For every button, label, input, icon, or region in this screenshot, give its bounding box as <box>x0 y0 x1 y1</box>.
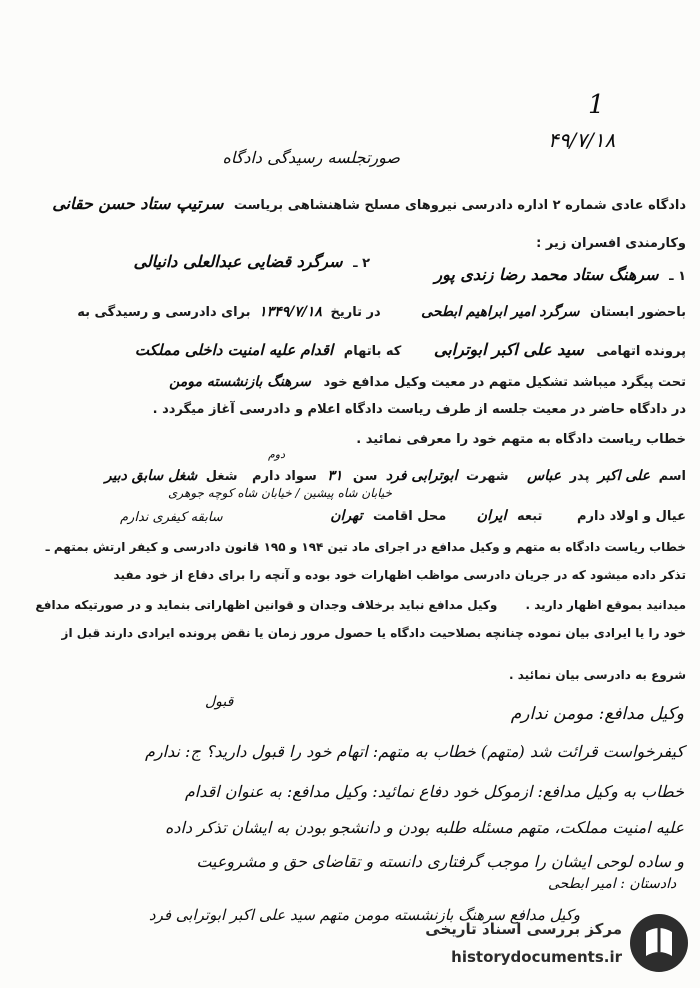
address: خیابان شاه پیشین / خیابان شاه کوچه جوهری <box>168 486 392 500</box>
president-address: خطاب ریاست دادگاه به متهم خود را معرفی نمائید . <box>356 432 686 447</box>
family-label: عیال و اولاد دارم <box>576 509 686 524</box>
name-label: اسم <box>658 469 686 484</box>
father-name: عباس <box>527 468 562 484</box>
defender-name: سرهنگ بازنشسته مومن <box>169 374 311 390</box>
member-1 <box>434 265 686 284</box>
case-label: پرونده اتهامی <box>596 344 686 359</box>
court-line-text: دادگاه عادی شماره ۲ اداره دادرسی نیروهای مسلح شاهنشاهی بریاست <box>233 198 686 213</box>
document-date: ۴۹/۷/۱۸ <box>548 128 616 152</box>
member-1-name: سرهنگ ستاد محمد رضا زندی پور <box>434 265 659 284</box>
occupation-label: شغل <box>205 469 238 484</box>
handwritten-line-e: و ساده لوحی ایشان را موجب گرفتاری دانسته و تقاضای حق و مشروعیت <box>196 852 684 871</box>
formed-line <box>169 374 686 390</box>
nationality-label: تبعه <box>517 509 543 524</box>
handwritten-line-b: کیفرخواست قرائت شد (متهم) خطاب به متهم: اتهام خود را قبول دارید؟ ج: ندارم <box>145 742 684 761</box>
court-line <box>52 194 686 213</box>
members-label: وکارمندی افسران زیر : <box>536 236 686 251</box>
formed-text: تحت پیگرد میباشد تشکیل متهم در معیت وکیل مدافع خود <box>323 375 686 390</box>
trial-date: ۱۳۴۹/۷/۱۸ <box>259 304 322 320</box>
watermark-title: مرکز بررسی اسناد تاریخی <box>425 920 622 938</box>
first-name: علی اکبر <box>597 468 651 484</box>
handwritten-subject: صورتجلسه رسیدگی دادگاه <box>222 148 400 167</box>
charge-label: که باتهام <box>343 344 402 359</box>
handwritten-line-a: وکیل مدافع: مومن ندارم <box>510 704 684 724</box>
start-line: شروع به دادرسی بیان نمائید . <box>509 668 686 682</box>
family-line <box>330 508 686 524</box>
date-label-2: برای دادرسی و رسیدگی به <box>77 305 251 320</box>
date-label: در تاریخ <box>330 305 381 320</box>
remind-line: تذکر داده میشود که در جریان دادرسی مواظب اظهارات خود بوده و آنچه را برای دفاع از خود مفید <box>113 568 686 582</box>
case-line <box>135 340 686 359</box>
note-top: دوم <box>268 448 286 461</box>
member-2-index: ۲ ـ <box>353 256 370 271</box>
member-2-name: سرگرد قضایی عبدالعلی دانیالی <box>133 252 343 271</box>
residence: تهران <box>330 508 363 524</box>
attendance-label: باحضور ابستان <box>590 305 686 320</box>
president-to-both: خطاب ریاست دادگاه به متهم و وکیل مدافع در اجرای ماد تین ۱۹۴ و ۱۹۵ قانون دادرسی و کیفر ارتش بمتهم ـ <box>45 540 686 554</box>
surname-label: شهرت <box>466 469 509 484</box>
watermark-url: historydocuments.ir <box>451 948 622 966</box>
attendance-line <box>77 304 686 320</box>
handwritten-line-f: وکیل مدافع سرهنگ بازنشسته مومن متهم سید علی اکبر ابوترابی فرد <box>148 906 580 924</box>
residence-label: محل اقامت <box>373 509 447 524</box>
handwritten-line-c: خطاب به وکیل مدافع: ازموکل خود دفاع نمائید: وکیل مدافع: به عنوان اقدام <box>184 782 684 801</box>
age: ۳۱ <box>327 468 343 484</box>
prosecutor-name: سرگرد امیر ابراهیم ابطحی <box>421 304 580 320</box>
opening-line: در دادگاه حاضر در معیت جلسه از طرف ریاست دادگاه اعلام و دادرسی آغاز میگردد . <box>152 402 686 417</box>
identity-line <box>105 468 686 484</box>
handwritten-line-d: علیه امنیت مملکت، متهم مسئله طلبه بودن و دانشجو بودن به ایشان تذکر داده <box>165 818 684 837</box>
know-text-2: وکیل مدافع نباید برخلاف وجدان و قوانین اظهاراتی بنماید و در صورتیکه مدافع <box>35 598 498 612</box>
court-head: سرتیپ ستاد حسن حقانی <box>52 194 224 213</box>
age-label: سن <box>352 469 378 484</box>
accused-name: سید علی اکبر ابوترابی <box>433 340 584 359</box>
father-label: پدر <box>569 469 590 484</box>
archive-watermark <box>392 906 692 984</box>
prosecutor-signature: دادستان : امیر ابطحی <box>548 876 677 892</box>
charge: اقدام علیه امنیت داخلی مملکت <box>134 341 334 359</box>
member-2 <box>133 252 370 271</box>
archive-logo-icon <box>628 912 690 974</box>
occupation: شغل سابق دبیر <box>104 468 198 484</box>
know-text: میدانید بموقع اظهار دارید . <box>525 598 686 612</box>
note-side: قبول <box>205 694 234 710</box>
criminal-record: سابقه کیفری ندارم <box>120 510 223 525</box>
surname: ابوترابی فرد <box>385 468 458 484</box>
know-line <box>35 598 686 612</box>
nationality: ایران <box>476 508 507 524</box>
objection-line: خود را یا ایرادی بیان نموده چنانچه بصلاحیت دادگاه یا حصول مرور زمان یا نقض پرونده ایرادی دارند قبل از <box>61 626 686 640</box>
literacy-label: سواد دارم <box>252 469 317 484</box>
member-1-index: ۱ ـ <box>669 269 686 284</box>
page-number: 1 <box>588 90 605 120</box>
